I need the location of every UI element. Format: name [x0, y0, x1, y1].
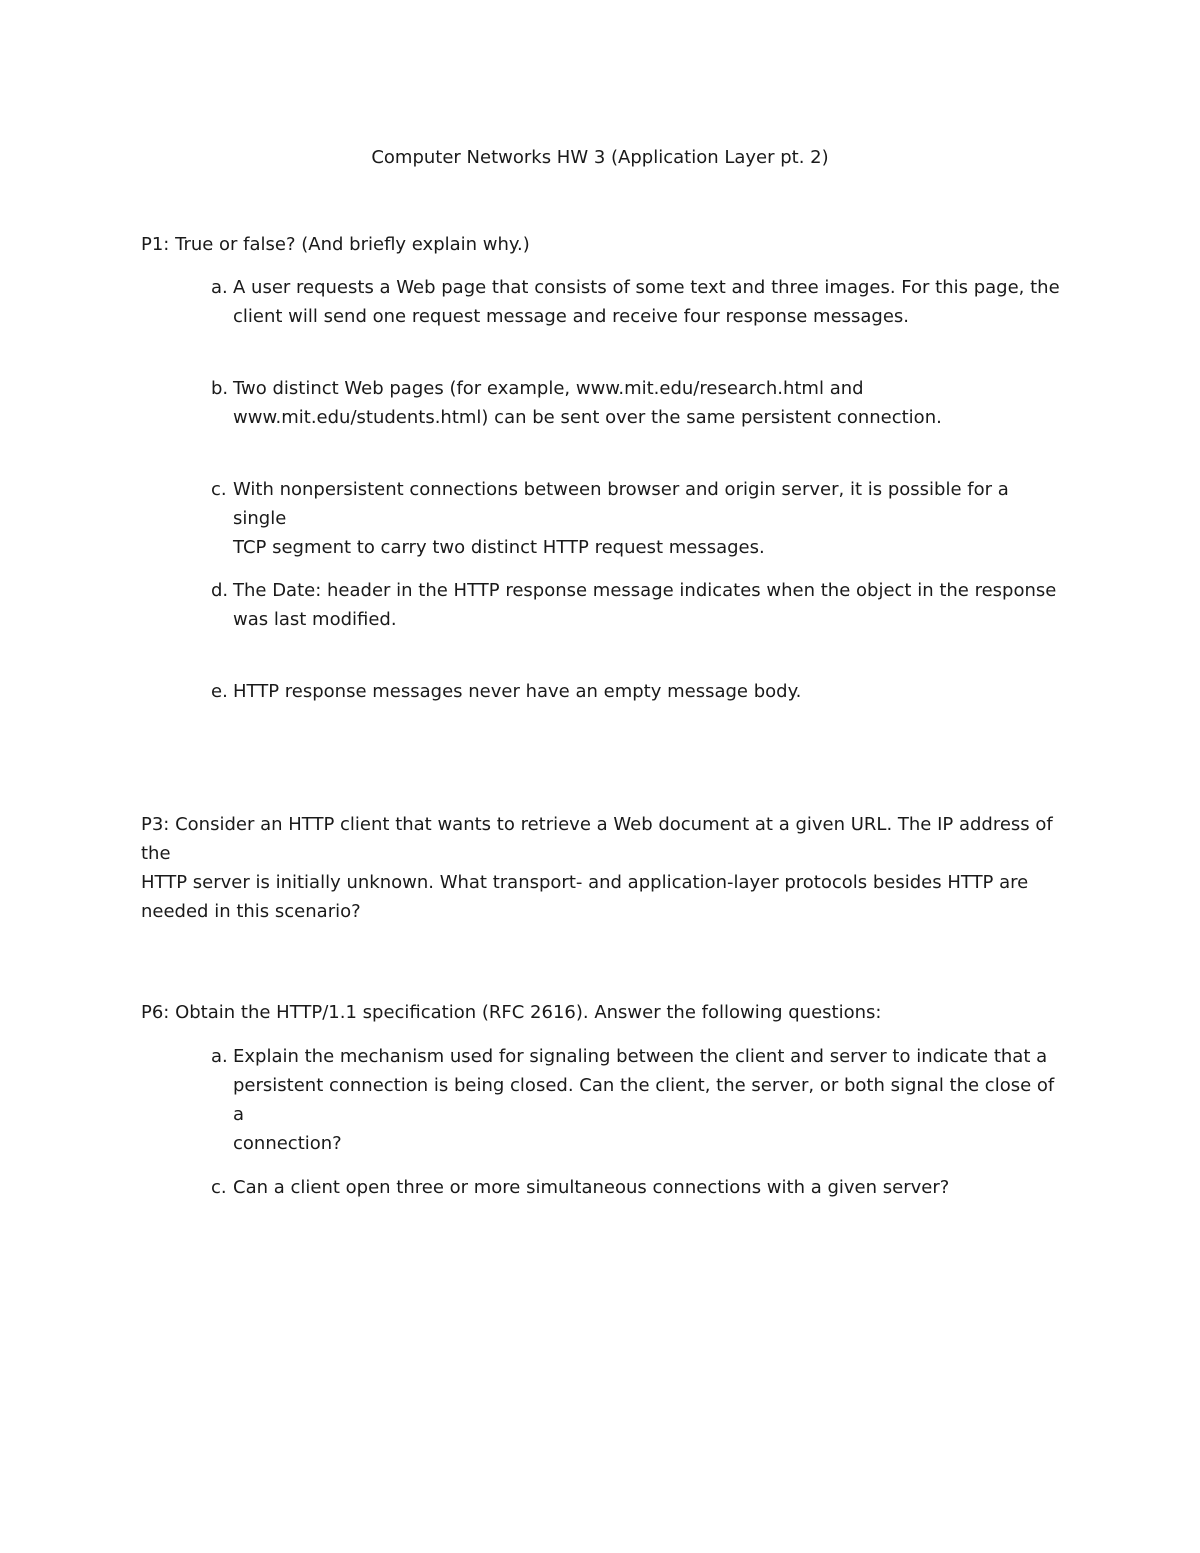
item-text	[233, 475, 1061, 562]
item-line: Two distinct Web pages (for example, www.mit.edu/research.html and	[233, 378, 864, 399]
item-text	[233, 374, 1061, 432]
document-title: Computer Networks HW 3 (Application Layer pt. 2)	[371, 147, 829, 168]
item-line: client will send one request message and receive four response messages.	[233, 306, 910, 327]
item-line: connection?	[233, 1133, 342, 1154]
p1-item-e	[211, 677, 1061, 706]
item-line: persistent connection is being closed. Can the client, the server, or both signal the close of a	[233, 1075, 1055, 1125]
item-text	[233, 576, 1061, 634]
p1-heading: P1: True or false? (And briefly explain why.)	[141, 234, 530, 255]
item-line: With nonpersistent connections between browser and origin server, it is possible for a single	[233, 479, 1009, 529]
item-letter: a.	[211, 277, 228, 298]
item-text	[233, 273, 1061, 331]
item-letter: c.	[211, 479, 227, 500]
p6-item-a	[211, 1042, 1061, 1158]
item-line: The Date: header in the HTTP response message indicates when the object in the response	[233, 580, 1057, 601]
item-line: Explain the mechanism used for signaling between the client and server to indicate that a	[233, 1046, 1048, 1067]
item-text: HTTP response messages never have an empty message body.	[233, 681, 802, 702]
item-line: was last modified.	[233, 609, 397, 630]
item-line: A user requests a Web page that consists of some text and three images. For this page, the	[233, 277, 1060, 298]
p6-heading: P6: Obtain the HTTP/1.1 specification (RFC 2616). Answer the following questions:	[141, 1002, 882, 1023]
p1-item-a	[211, 273, 1061, 331]
item-line: TCP segment to carry two distinct HTTP request messages.	[233, 537, 765, 558]
question-line: P3: Consider an HTTP client that wants to retrieve a Web document at a given URL. The IP address of the	[141, 814, 1053, 864]
item-text	[233, 1042, 1061, 1158]
item-line: www.mit.edu/students.html) can be sent over the same persistent connection.	[233, 407, 942, 428]
question-line: HTTP server is initially unknown. What transport- and application-layer protocols besides HTTP are	[141, 872, 1029, 893]
p6-item-c	[211, 1173, 1061, 1202]
item-letter: e.	[211, 681, 228, 702]
p1-item-b	[211, 374, 1061, 432]
p1-item-c	[211, 475, 1061, 562]
item-letter: a.	[211, 1046, 228, 1067]
question-line: needed in this scenario?	[141, 901, 361, 922]
item-letter: d.	[211, 580, 229, 601]
p3-question	[141, 810, 1081, 926]
item-text: Can a client open three or more simultaneous connections with a given server?	[233, 1177, 950, 1198]
item-letter: b.	[211, 378, 229, 399]
item-letter: c.	[211, 1177, 227, 1198]
p1-item-d	[211, 576, 1061, 634]
